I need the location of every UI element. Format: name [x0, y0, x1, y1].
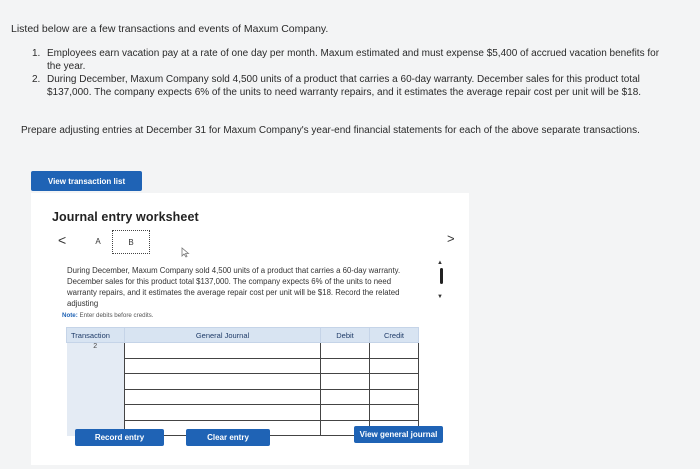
cursor-icon	[181, 247, 190, 261]
credit-input[interactable]	[370, 358, 419, 374]
list-item	[32, 47, 672, 73]
debit-input[interactable]	[321, 389, 370, 405]
credit-input[interactable]	[370, 374, 419, 390]
credit-input[interactable]	[370, 343, 419, 359]
journal-table	[66, 327, 419, 436]
scrollbar-thumb[interactable]	[440, 268, 443, 284]
credit-input[interactable]	[370, 389, 419, 405]
note-label: Note:	[62, 312, 78, 319]
tab-b[interactable]: B	[112, 230, 150, 254]
debit-input[interactable]	[321, 405, 370, 421]
view-general-journal-button[interactable]: View general journal	[354, 426, 443, 443]
debit-input[interactable]	[321, 343, 370, 359]
note-body: Enter debits before credits.	[79, 312, 154, 319]
worksheet-title: Journal entry worksheet	[52, 210, 199, 224]
column-header-credit: Credit	[370, 328, 419, 343]
column-header-debit: Debit	[321, 328, 370, 343]
debit-input[interactable]	[321, 374, 370, 390]
list-item-text: During December, Maxum Company sold 4,500 units of a product that carries a 60-day warranty. December sales for this product total $137,000. The company expects 6% of the units to need warranty repairs, and it estimates the average repair cost per unit will be $18.	[47, 74, 642, 98]
intro-text: Listed below are a few transactions and events of Maxum Company.	[11, 23, 329, 35]
view-transaction-list-button[interactable]: View transaction list	[31, 171, 142, 191]
clear-entry-button[interactable]: Clear entry	[186, 429, 270, 446]
scroll-up-icon[interactable]: ▲	[437, 260, 443, 266]
account-input[interactable]	[125, 343, 321, 359]
entry-description: During December, Maxum Company sold 4,500 units of a product that carries a 60-day warranty. December sales for this product total $137,000. The company expects 6% of the units to need warranty repairs, and it estimates the average repair cost per unit will be $18. Record the related adjusting	[67, 266, 401, 308]
account-input[interactable]	[125, 358, 321, 374]
transaction-list	[32, 47, 672, 99]
debit-input[interactable]	[321, 358, 370, 374]
table-row	[67, 343, 419, 359]
note-text	[62, 312, 154, 319]
chevron-left-icon[interactable]: <	[58, 232, 67, 248]
record-entry-button[interactable]: Record entry	[75, 429, 164, 446]
instructions-text: Prepare adjusting entries at December 31 for Maxum Company's year-end financial statements for each of the above separate transactions.	[21, 125, 640, 136]
column-header-transaction: Transaction	[67, 328, 125, 343]
list-item-number: 1.	[32, 48, 41, 59]
column-header-general-journal: General Journal	[125, 328, 321, 343]
tab-a[interactable]: A	[95, 236, 101, 246]
scroll-down-icon[interactable]: ▼	[437, 294, 443, 300]
account-input[interactable]	[125, 389, 321, 405]
list-item-text: Employees earn vacation pay at a rate of one day per month. Maxum estimated and must expense $5,400 of accrued vacation benefits for the year.	[47, 48, 660, 72]
transaction-number: 2	[67, 343, 125, 436]
account-input[interactable]	[125, 374, 321, 390]
credit-input[interactable]	[370, 405, 419, 421]
list-item	[32, 73, 672, 99]
account-input[interactable]	[125, 405, 321, 421]
list-item-number: 2.	[32, 74, 41, 85]
chevron-right-icon[interactable]: >	[447, 231, 455, 246]
